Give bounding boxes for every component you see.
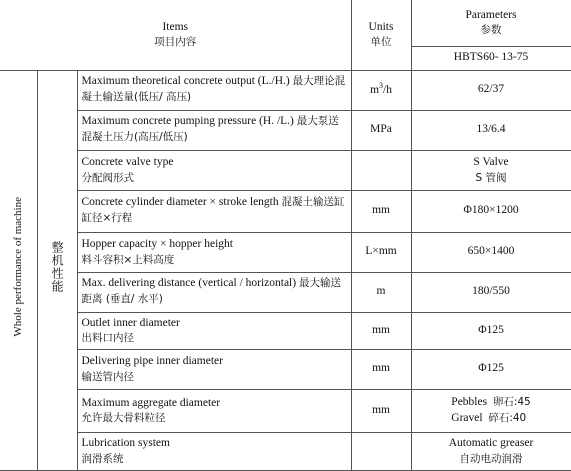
row-value: 180/550: [411, 272, 571, 312]
gravel-label: Gravel: [451, 411, 483, 424]
gravel-value: 碎石:40: [488, 411, 527, 424]
row-label: [77, 110, 351, 150]
row-label: [77, 349, 351, 389]
table-row: [0, 110, 571, 150]
row-unit: $m^3/h$: [351, 70, 411, 110]
aggregate-values: [451, 395, 530, 426]
row-label-zh: 出料口内径: [81, 332, 134, 345]
row-label-en: Concrete cylinder diameter × stroke length: [81, 196, 282, 209]
table-row: [0, 432, 571, 470]
table-row: [0, 70, 571, 110]
row-value: Φ125: [411, 312, 571, 349]
section-label-zh-cell: [37, 70, 77, 470]
row-label: [77, 232, 351, 272]
pebbles-value: 卵石:45: [492, 395, 531, 408]
row-unit: m: [351, 272, 411, 312]
items-header-zh: 项目内容: [154, 36, 197, 49]
row-unit: MPa: [351, 110, 411, 150]
row-value: [411, 150, 571, 190]
row-label: [77, 312, 351, 349]
header-row: [0, 0, 571, 46]
row-value: [411, 432, 571, 470]
row-unit: mm: [351, 312, 411, 349]
row-label-zh: 允许最大骨料粒径: [81, 412, 166, 425]
items-header-en: Items: [162, 20, 189, 33]
row-label: [77, 190, 351, 232]
row-label: [77, 150, 351, 190]
row-value-en: Automatic greaser: [448, 437, 534, 450]
units-header-zh: 单位: [370, 36, 392, 49]
section-label-en-cell: [0, 70, 37, 470]
row-value: Φ125: [411, 349, 571, 389]
row-label-en: Max. delivering distance (vertical / horizontal): [81, 277, 299, 290]
table-row: [0, 349, 571, 389]
row-label: [77, 70, 351, 110]
row-value-zh: S 管阀: [475, 171, 507, 184]
row-unit: L×mm: [351, 232, 411, 272]
row-value: Φ180×1200: [411, 190, 571, 232]
row-value: [411, 389, 571, 432]
row-label-en: Maximum concrete pumping pressure (H. /L.): [81, 115, 297, 128]
row-label-zh: 最大输送距离 (垂直/ 水平): [81, 277, 341, 305]
table-row: [0, 232, 571, 272]
row-label-zh: 润滑系统: [81, 452, 124, 465]
params-header-en: Parameters: [465, 8, 517, 21]
row-label-zh: 输送管内径: [81, 370, 134, 383]
items-header: [0, 0, 351, 70]
section-label-zh: 整机性能: [50, 241, 65, 294]
row-value-zh: 自动电动润滑: [459, 452, 523, 465]
table-row: [0, 312, 571, 349]
row-label-en: Hopper capacity × hopper height: [81, 238, 233, 251]
row-label-zh: 料斗容积×上料高度: [81, 253, 175, 266]
pebbles-label: Pebbles: [451, 395, 488, 408]
row-value: 62/37: [411, 70, 571, 110]
row-value-en: S Valve: [473, 156, 509, 169]
table-row: [0, 190, 571, 232]
row-value: 13/6.4: [411, 110, 571, 150]
row-unit: [351, 150, 411, 190]
row-label: [77, 272, 351, 312]
row-label-zh: 分配阀形式: [81, 171, 134, 184]
units-header: [351, 0, 411, 70]
row-label: [77, 432, 351, 470]
row-unit: [351, 432, 411, 470]
row-label-en: Concrete valve type: [81, 156, 174, 169]
table-row: [0, 150, 571, 190]
table-row: [0, 272, 571, 312]
row-label-en: Maximum theoretical concrete output (L./H.): [81, 75, 293, 88]
row-label-zh: 混凝土输送缸缸径×行程: [81, 196, 345, 224]
row-unit: mm: [351, 190, 411, 232]
row-label-en: Maximum aggregate diameter: [81, 396, 221, 409]
params-header: [411, 0, 571, 46]
row-label-en: Delivering pipe inner diameter: [81, 355, 223, 368]
row-label-zh: 最大理论混凝土输送量(低压/ 高压): [81, 75, 346, 103]
units-header-en: Units: [368, 20, 394, 33]
row-value: 650×1400: [411, 232, 571, 272]
row-label: [77, 389, 351, 432]
section-label-en: Whole performance of machine: [11, 197, 24, 338]
table-row: [0, 389, 571, 432]
row-unit: mm: [351, 389, 411, 432]
row-label-zh: 最大泵送混凝土压力(高压/低压): [81, 115, 339, 143]
row-unit: mm: [351, 349, 411, 389]
params-header-zh: 参数: [480, 24, 502, 37]
row-label-en: Lubrication system: [81, 437, 170, 450]
row-label-en: Outlet inner diameter: [81, 316, 180, 329]
model-name: HBTS60- 13-75: [411, 46, 571, 70]
